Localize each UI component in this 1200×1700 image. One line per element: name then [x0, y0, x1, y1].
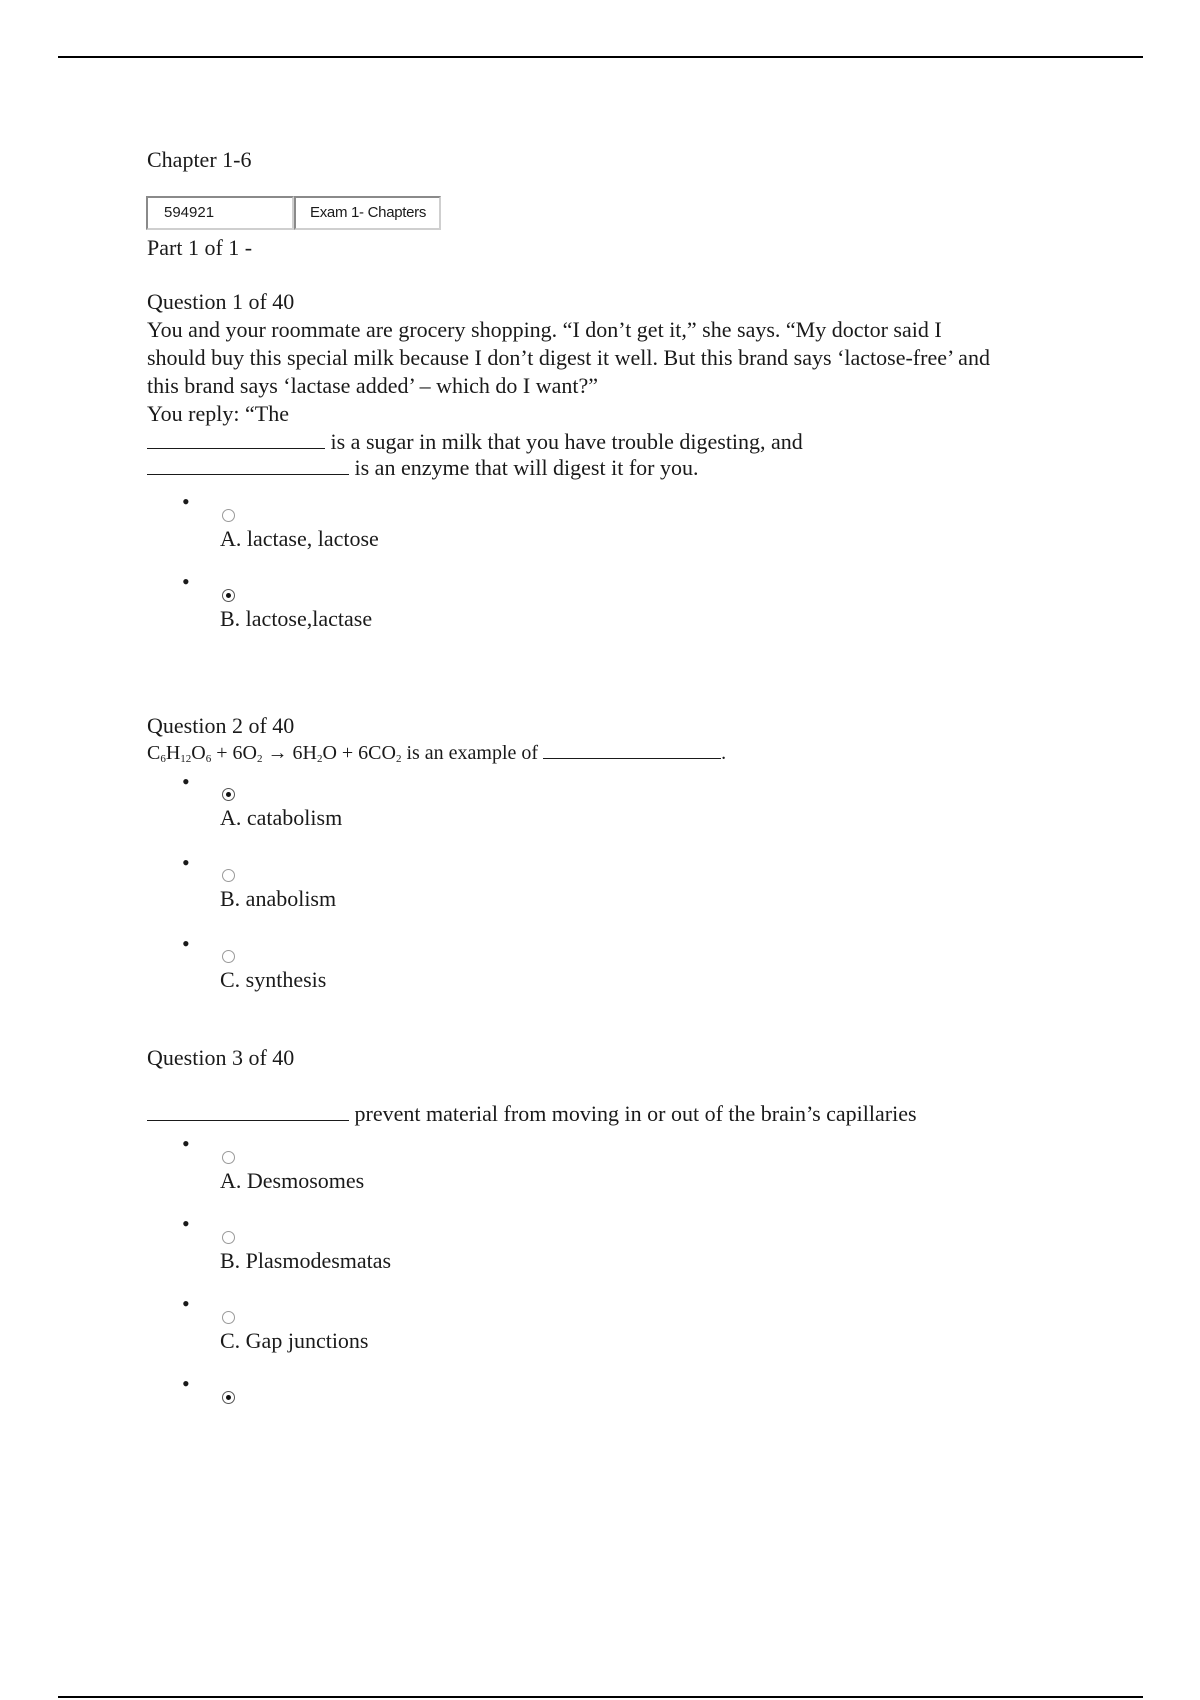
radio-button[interactable] [222, 509, 235, 522]
eq-part: + 6O [211, 742, 257, 764]
id-boxes [146, 196, 1107, 230]
option-label: B. anabolism [220, 886, 337, 911]
eq-part: O [191, 742, 206, 764]
answer-option [147, 568, 1107, 648]
eq-sub: 2 [395, 753, 402, 765]
bullet: • [182, 769, 190, 794]
question-2 [147, 712, 1107, 1010]
answer-option [147, 1130, 1107, 1210]
option-label: A. catabolism [220, 805, 343, 830]
blank-underline [147, 1102, 349, 1121]
bullet: • [182, 1291, 190, 1316]
part-label: Part 1 of 1 - [147, 235, 253, 260]
eq-part: is an example of [401, 742, 544, 764]
answer-option [147, 1210, 1107, 1290]
fill-blank-line [147, 1100, 1107, 1128]
blank-underline [147, 430, 325, 449]
eq-part: → 6H [262, 742, 317, 764]
option-label: C. synthesis [220, 967, 327, 992]
option-label: B. lactose,lactase [220, 606, 373, 631]
eq-sub: 2 [316, 753, 323, 765]
radio-button-selected[interactable] [222, 788, 235, 801]
option-label: A. Desmosomes [220, 1168, 365, 1193]
eq-sub: 12 [180, 753, 192, 765]
bottom-rule [58, 1696, 1143, 1698]
eq-sub: 6 [205, 753, 212, 765]
bullet: • [182, 1371, 190, 1396]
eq-sub: 6 [160, 753, 166, 765]
answer-option [147, 768, 1107, 849]
answer-options [147, 1130, 1107, 1410]
question-text-line: should buy this special milk because I don’t digest it well. But this brand says ‘lactose-free’ and [147, 345, 990, 370]
chapter-title: Chapter 1-6 [147, 147, 252, 172]
question-text-line: You and your roommate are grocery shopping. “I don’t get it,” she says. “My doctor said I [147, 317, 942, 342]
eq-sub: 2 [256, 753, 263, 765]
equation-line [147, 740, 1107, 766]
bullet: • [182, 1211, 190, 1236]
radio-button-selected[interactable] [222, 589, 235, 602]
fill-blank-line [147, 454, 1107, 482]
option-label: A. lactase, lactose [220, 526, 379, 551]
blank-underline [543, 744, 721, 759]
question-text-line: this brand says ‘lactase added’ – which do I want?” [147, 373, 599, 398]
blank-underline [147, 456, 349, 475]
answer-option [147, 1370, 1107, 1410]
question-text-line: You reply: “The [147, 401, 289, 426]
document-content [147, 146, 1107, 1410]
option-label: B. Plasmodesmatas [220, 1248, 392, 1273]
radio-button[interactable] [222, 1151, 235, 1164]
exam-code-field[interactable]: 594921 [146, 196, 294, 230]
answer-options [147, 488, 1107, 648]
radio-button[interactable] [222, 1231, 235, 1244]
blank-line-text: is a sugar in milk that you have trouble digesting, and [330, 429, 803, 454]
eq-part: H [165, 742, 181, 764]
answer-options [147, 768, 1107, 1010]
fill-blank-line [147, 428, 1107, 456]
radio-button-selected[interactable] [222, 1391, 235, 1404]
eq-part: O + 6CO [322, 742, 396, 764]
exam-name-field[interactable]: Exam 1- Chapters [294, 196, 441, 230]
eq-part: . [721, 742, 727, 764]
bullet: • [182, 850, 190, 875]
question-3 [147, 1044, 1107, 1410]
question-1 [147, 288, 1107, 648]
answer-option [147, 849, 1107, 930]
bullet: • [182, 1131, 190, 1156]
answer-option [147, 488, 1107, 568]
question-title: Question 1 of 40 [147, 289, 295, 314]
blank-line-text: prevent material from moving in or out of the brain’s capillaries [354, 1101, 917, 1126]
radio-button[interactable] [222, 1311, 235, 1324]
bullet: • [182, 569, 190, 594]
blank-line-text: is an enzyme that will digest it for you. [354, 455, 699, 480]
question-title: Question 3 of 40 [147, 1045, 295, 1070]
eq-part: C [147, 742, 161, 764]
bullet: • [182, 931, 190, 956]
answer-option [147, 930, 1107, 1010]
top-rule [58, 56, 1143, 58]
bullet: • [182, 489, 190, 514]
radio-button[interactable] [222, 869, 235, 882]
option-label: C. Gap junctions [220, 1328, 369, 1353]
radio-button[interactable] [222, 950, 235, 963]
question-title: Question 2 of 40 [147, 713, 295, 738]
answer-option [147, 1290, 1107, 1370]
